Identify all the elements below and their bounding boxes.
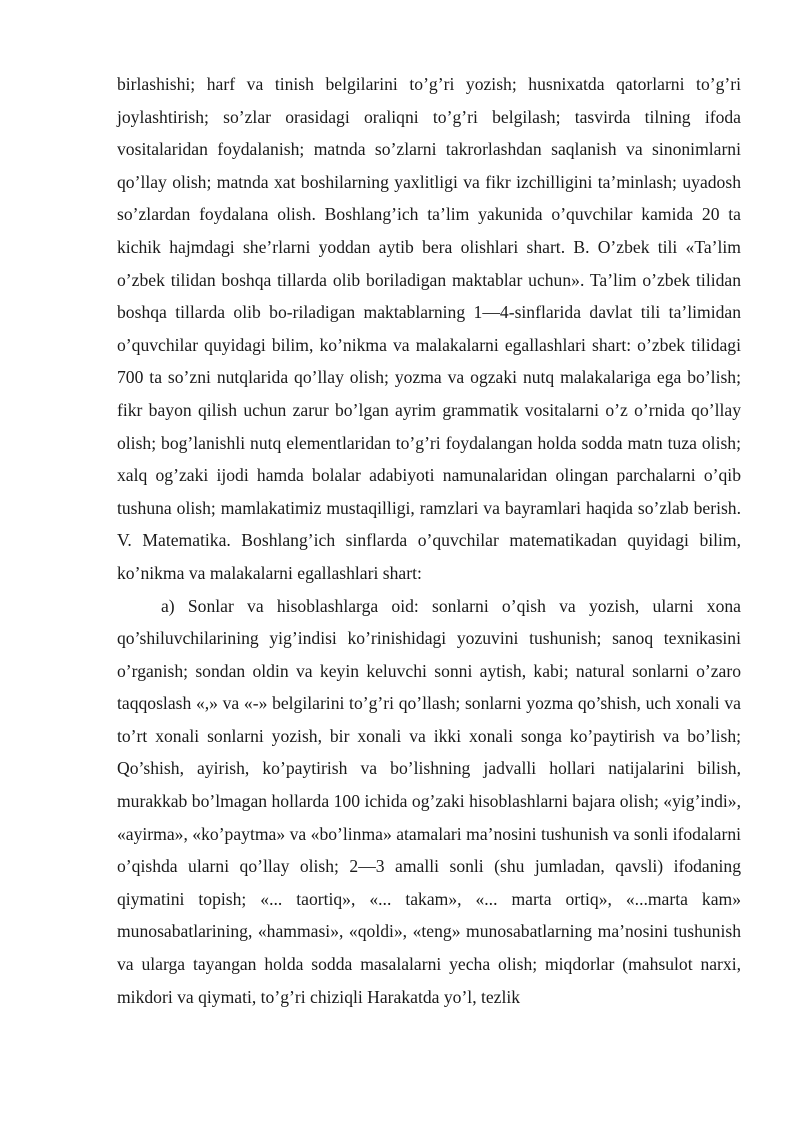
document-page xyxy=(117,68,741,1013)
body-paragraph-1: birlashishi; harf va tinish belgilarini to’g’ri yozish; husnixatda qatorlarni to’g’ri joylashtirish; so’zlar orasidagi oraliqni to’g’ri belgilash; tasvirda tilning ifoda vositalaridan foydalanish; matnda so’zlarni takrorlashdan saqlanish va sinonimlarni qo’llay olish; matnda xat boshilarning yaxlitligi va fikr izchilligini ta’minlash; uyadosh so’zlardan foydalana olish. Boshlang’ich ta’lim yakunida o’quvchilar kamida 20 ta kichik hajmdagi she’rlarni yoddan aytib bera olishlari shart. B. O’zbek tili «Ta’lim o’zbek tilidan boshqa tillarda olib boriladigan maktablar uchun». Ta’lim o’zbek tilidan boshqa tillarda olib bo-riladigan maktablarning 1—4-sinflarida davlat tili ta’limidan o’quvchilar quyidagi bilim, ko’nikma va malakalarni egallashlari shart: o’zbek tilidagi 700 ta so’zni nutqlarida qo’llay olish; yozma va ogzaki nutq malakalariga ega bo’lish; fikr bayon qilish uchun zarur bo’lgan ayrim grammatik vositalarni o’z o’rnida qo’llay olish; bog’lanishli nutq elementlaridan to’g’ri foydalangan holda sodda matn tuza olish; xalq og’zaki ijodi hamda bolalar adabiyoti namunalaridan olingan parchalarni o’qib tushuna olish; mamlakatimiz mustaqilligi, ramzlari va bayramlari haqida so’zlab berish. V. Matematika. Boshlang’ich sinflarda o’quvchilar matematikadan quyidagi bilim, ko’nikma va malakalarni egallashlari shart: xyxy=(117,74,741,583)
body-paragraph-2: a) Sonlar va hisoblashlarga oid: sonlarni o’qish va yozish, ularni xona qo’shiluvchilarining yig’indisi ko’rinishidagi yozuvini tushunish; sanoq texnikasini o’rganish; sondan oldin va keyin keluvchi sonni aytish, kabi; natural sonlarni o’zaro taqqoslash «,» va «-» belgilarini to’g’ri qo’llash; sonlarni yozma qo’shish, uch xonali va to’rt xonali sonlarni yozish, bir xonali va ikki xonali songa ko’paytirish va bo’lish; Qo’shish, ayirish, ko’paytirish va bo’lishning jadvalli hollari natijalarini bilish, murakkab bo’lmagan hollarda 100 ichida og’zaki hisoblashlarni bajara olish; «yig’indi», «ayirma», «ko’paytma» va «bo’linma» atamalari ma’nosini tushunish va sonli ifodalarni o’qishda ularni qo’llay olish; 2—3 amalli sonli (shu jumladan, qavsli) ifodaning qiymatini topish; «... taortiq», «... takam», «... marta ortiq», «...marta kam» munosabatlarining, «hammasi», «qoldi», «teng» munosabatlarning ma’nosini tushunish va ularga tayangan holda sodda masalalarni yecha olish; miqdorlar (mahsulot narxi, mikdori va qiymati, to’g’ri chiziqli Harakatda yo’l, tezlik xyxy=(117,595,741,1007)
